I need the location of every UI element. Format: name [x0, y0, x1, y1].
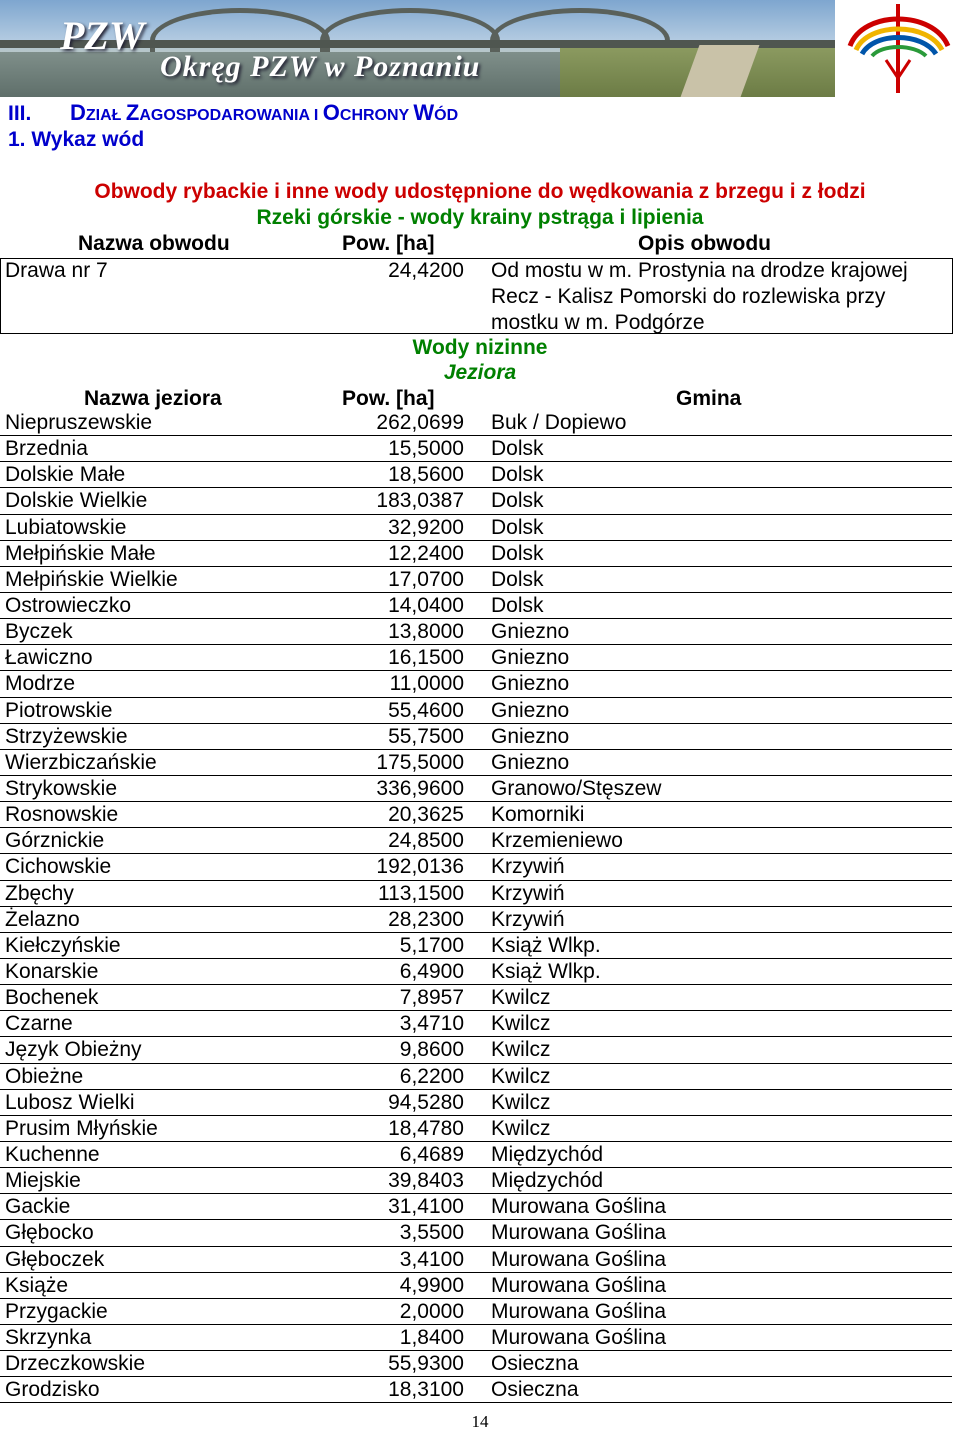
lake-area: 16,1500 — [388, 646, 464, 670]
lake-gmina: Dolsk — [491, 541, 544, 565]
lake-area: 15,5000 — [388, 437, 464, 461]
rivers-main-title: Obwody rybackie i inne wody udostępnione do wędkowania z brzegu i z łodzi — [94, 180, 866, 203]
river-description: Od mostu w m. Prostynia na drodze krajowej Recz - Kalisz Pomorski do rozlewiska przy mostku w m. Podgórze — [491, 259, 908, 334]
rivers-col-name: Nazwa obwodu — [78, 232, 230, 255]
table-row — [0, 933, 952, 959]
lake-area: 6,4900 — [399, 959, 464, 983]
lake-gmina: Granowo/Stęszew — [491, 776, 662, 800]
lake-name: Niepruszewskie — [5, 411, 153, 434]
lake-name: Lubosz Wielki — [5, 1090, 135, 1114]
rivers-col-area: Pow. [ha] — [342, 232, 435, 255]
lake-name: Konarskie — [5, 959, 99, 983]
table-row — [0, 750, 952, 776]
lake-name: Dolskie Wielkie — [5, 489, 148, 513]
table-row — [0, 1299, 952, 1325]
lake-name: Górznickie — [5, 829, 105, 853]
lake-area: 28,2300 — [388, 907, 464, 931]
table-row — [0, 1194, 952, 1220]
table-row — [0, 462, 952, 488]
lake-gmina: Kwilcz — [491, 1090, 551, 1114]
lake-name: Głęboczek — [5, 1247, 105, 1271]
lake-area: 55,9300 — [388, 1352, 464, 1376]
table-row — [0, 593, 952, 619]
lake-gmina: Kwilcz — [491, 1012, 551, 1036]
lake-area: 1,8400 — [399, 1325, 464, 1349]
table-row — [0, 907, 952, 933]
table-row — [0, 1273, 952, 1299]
lake-gmina: Osieczna — [491, 1352, 579, 1376]
lake-gmina: Dolsk — [491, 463, 544, 487]
lake-gmina: Gniezno — [491, 750, 570, 774]
lake-gmina: Dolsk — [491, 489, 544, 513]
table-row — [0, 828, 952, 854]
table-row — [0, 1142, 952, 1168]
lake-area: 32,9200 — [388, 515, 464, 539]
lake-name: Piotrowskie — [5, 698, 113, 722]
lake-gmina: Dolsk — [491, 567, 544, 591]
table-row — [0, 1220, 952, 1246]
lake-name: Mełpińskie Małe — [5, 541, 156, 565]
lake-name: Strykowskie — [5, 776, 118, 800]
lake-area: 18,5600 — [388, 463, 464, 487]
lake-name: Ławiczno — [5, 646, 93, 670]
lake-name: Grodzisko — [5, 1378, 100, 1402]
lake-area: 2,0000 — [399, 1299, 464, 1323]
lake-name: Zbęchy — [5, 881, 74, 905]
table-row — [0, 1325, 952, 1351]
lakes-table — [0, 410, 952, 1403]
lake-name: Kiełczyńskie — [5, 933, 121, 957]
lake-area: 55,7500 — [388, 724, 464, 748]
table-row — [0, 1064, 952, 1090]
lake-name: Gackie — [5, 1195, 71, 1219]
table-row — [0, 985, 952, 1011]
lake-gmina: Komorniki — [491, 803, 585, 827]
lake-name: Przygackie — [5, 1299, 108, 1323]
table-row — [0, 436, 952, 462]
lake-name: Strzyżewskie — [5, 724, 128, 748]
lake-area: 24,8500 — [388, 829, 464, 853]
lake-name: Głębocko — [5, 1221, 94, 1245]
lake-area: 113,1500 — [377, 881, 464, 905]
table-row — [0, 1037, 952, 1063]
lake-name: Skrzynka — [5, 1325, 92, 1349]
lake-name: Dolskie Małe — [5, 463, 126, 487]
table-row — [0, 1377, 952, 1403]
lake-area: 11,0000 — [389, 672, 464, 696]
lake-gmina: Buk / Dopiewo — [491, 411, 627, 434]
section-heading: III. DZIAŁ ZAGOSPODAROWANIA I OCHRONY WÓD — [8, 100, 459, 125]
lake-gmina: Kwilcz — [491, 1038, 551, 1062]
rivers-col-desc: Opis obwodu — [638, 232, 771, 255]
emblem-logo-icon — [838, 0, 960, 97]
lake-gmina: Gniezno — [491, 724, 570, 748]
lake-area: 20,3625 — [388, 803, 464, 827]
lake-name: Obieżne — [5, 1064, 84, 1088]
lake-area: 18,4780 — [388, 1116, 464, 1140]
lake-name: Mełpińskie Wielkie — [5, 567, 178, 591]
lake-area: 6,4689 — [399, 1142, 464, 1166]
table-row — [0, 724, 952, 750]
lake-gmina: Krzywiń — [491, 907, 565, 931]
lake-name: Drzeczkowskie — [5, 1352, 146, 1376]
table-row — [0, 671, 952, 697]
table-row — [0, 854, 952, 880]
lakes-col-name: Nazwa jeziora — [84, 387, 222, 410]
table-row — [0, 515, 952, 541]
lake-name: Książe — [5, 1273, 69, 1297]
lake-gmina: Krzywiń — [491, 855, 565, 879]
table-row — [0, 1116, 952, 1142]
lake-gmina: Gniezno — [491, 698, 570, 722]
lake-gmina: Książ Wlkp. — [491, 933, 601, 957]
lake-area: 262,0699 — [376, 411, 464, 434]
lake-gmina: Murowana Goślina — [491, 1325, 667, 1349]
lake-gmina: Kwilcz — [491, 1116, 551, 1140]
rivers-subtitle: Rzeki górskie - wody krainy pstrąga i lipienia — [256, 206, 704, 229]
lake-name: Byczek — [5, 620, 73, 644]
lake-gmina: Murowana Goślina — [491, 1273, 667, 1297]
table-row — [0, 1090, 952, 1116]
banner-title: Okręg PZW w Poznaniu — [160, 50, 481, 83]
lake-area: 336,9600 — [376, 776, 464, 800]
lake-name: Modrze — [5, 672, 76, 696]
table-row — [0, 645, 952, 671]
lake-area: 192,0136 — [376, 855, 464, 879]
lake-gmina: Gniezno — [491, 620, 570, 644]
lakes-col-area: Pow. [ha] — [342, 387, 435, 410]
table-row — [0, 881, 952, 907]
table-row — [0, 776, 952, 802]
lakes-subtitle: Jeziora — [443, 361, 517, 384]
table-row — [0, 410, 952, 436]
lake-area: 6,2200 — [399, 1064, 464, 1088]
lake-area: 4,9900 — [399, 1273, 464, 1297]
lake-gmina: Murowana Goślina — [491, 1195, 667, 1219]
lake-name: Bochenek — [5, 986, 99, 1010]
lake-name: Ostrowieczko — [5, 593, 132, 617]
table-row — [0, 698, 952, 724]
table-row — [0, 802, 952, 828]
lakes-col-gmina: Gmina — [676, 387, 742, 410]
lake-name: Brzednia — [5, 437, 88, 461]
lake-gmina: Murowana Goślina — [491, 1299, 667, 1323]
lake-gmina: Gniezno — [491, 646, 570, 670]
lake-name: Żelazno — [5, 907, 80, 931]
page-number: 14 — [471, 1412, 489, 1431]
lake-gmina: Krzywiń — [491, 881, 565, 905]
lake-area: 18,3100 — [388, 1378, 464, 1402]
lake-area: 175,5000 — [376, 750, 464, 774]
lake-gmina: Dolsk — [491, 593, 544, 617]
lake-area: 7,8957 — [399, 986, 464, 1010]
lake-area: 9,8600 — [399, 1038, 464, 1062]
lake-name: Wierzbiczańskie — [5, 750, 157, 774]
table-row — [0, 541, 952, 567]
lake-area: 39,8403 — [388, 1169, 464, 1193]
pzw-logo: PZW — [60, 13, 145, 58]
lake-gmina: Kwilcz — [491, 986, 551, 1010]
header-banner — [0, 0, 835, 97]
lake-area: 17,0700 — [388, 567, 464, 591]
lake-area: 13,8000 — [388, 620, 464, 644]
lake-name: Kuchenne — [5, 1142, 100, 1166]
lake-area: 183,0387 — [376, 489, 464, 513]
river-area: 24,4200 — [388, 259, 464, 282]
lake-name: Czarne — [5, 1012, 73, 1036]
lowland-waters-title: Wody nizinne — [412, 336, 548, 359]
lake-gmina: Międzychód — [491, 1142, 604, 1166]
lake-area: 55,4600 — [388, 698, 464, 722]
lake-name: Miejskie — [5, 1169, 81, 1193]
lake-area: 3,5500 — [399, 1221, 464, 1245]
table-row — [0, 1351, 952, 1377]
river-name: Drawa nr 7 — [5, 259, 108, 282]
table-row — [0, 959, 952, 985]
lake-area: 5,1700 — [399, 933, 464, 957]
lake-area: 31,4100 — [388, 1195, 464, 1219]
lake-gmina: Murowana Goślina — [491, 1221, 667, 1245]
lake-area: 3,4100 — [399, 1247, 464, 1271]
lake-area: 12,2400 — [388, 541, 464, 565]
table-row — [0, 567, 952, 593]
lake-gmina: Dolsk — [491, 515, 544, 539]
lake-gmina: Murowana Goślina — [491, 1247, 667, 1271]
lake-gmina: Międzychód — [491, 1169, 604, 1193]
lake-gmina: Gniezno — [491, 672, 570, 696]
lake-name: Lubiatowskie — [5, 515, 127, 539]
lake-area: 14,0400 — [388, 593, 464, 617]
lake-gmina: Kwilcz — [491, 1064, 551, 1088]
lake-gmina: Książ Wlkp. — [491, 959, 601, 983]
lake-name: Cichowskie — [5, 855, 112, 879]
table-row — [0, 619, 952, 645]
lake-gmina: Osieczna — [491, 1378, 579, 1402]
table-row — [0, 1247, 952, 1273]
lake-area: 3,4710 — [399, 1012, 464, 1036]
lake-name: Język Obieżny — [5, 1038, 142, 1062]
table-row — [0, 488, 952, 514]
lake-name: Rosnowskie — [5, 803, 119, 827]
lake-name: Prusim Młyńskie — [5, 1116, 158, 1140]
lake-gmina: Dolsk — [491, 437, 544, 461]
lake-gmina: Krzemieniewo — [491, 829, 623, 853]
lake-area: 94,5280 — [388, 1090, 464, 1114]
table-row — [0, 1168, 952, 1194]
table-row — [0, 1011, 952, 1037]
subsection-heading: 1. Wykaz wód — [8, 128, 145, 151]
